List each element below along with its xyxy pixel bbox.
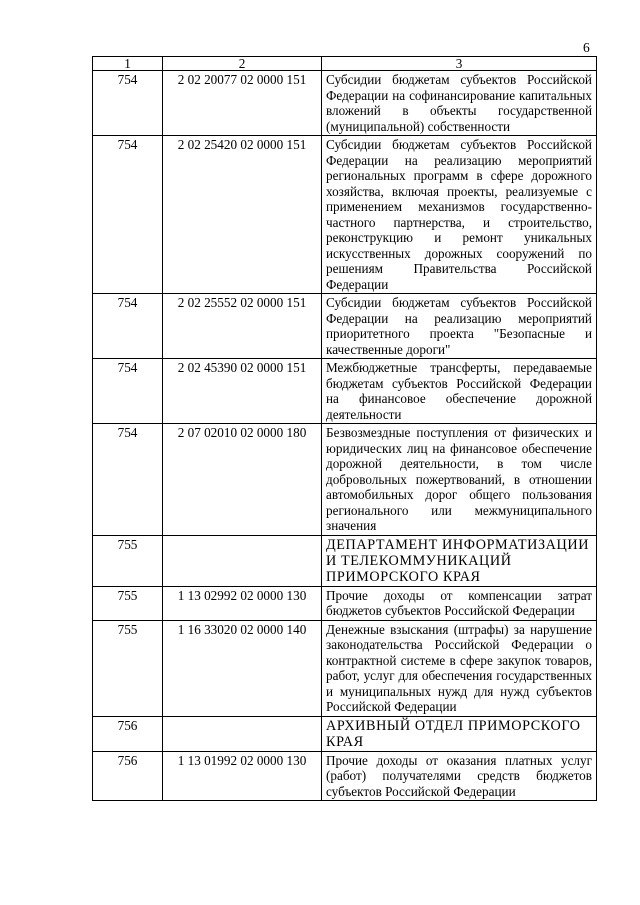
admin-code-cell: 754 [93, 136, 163, 294]
table-row [93, 620, 597, 716]
admin-code-cell: 754 [93, 71, 163, 136]
revenue-name-cell: Денежные взыскания (штрафы) за нарушение законодательства Российской Федерации о контрактной системе в сфере закупок товаров, работ, услуг для обеспечения государственных и муниципальных нужд для нужд субъектов Российской Федерации [322, 620, 597, 716]
department-title: ДЕПАРТАМЕНТ ИНФОРМАТИЗАЦИИ И ТЕЛЕКОММУНИКАЦИЙ ПРИМОРСКОГО КРАЯ [322, 535, 597, 586]
revenue-name-cell: Субсидии бюджетам субъектов Российской Федерации на софинансирование капитальных вложений в объекты государственной (муниципальной) собственности [322, 71, 597, 136]
admin-code-cell: 756 [93, 716, 163, 751]
revenue-code-cell: 2 02 20077 02 0000 151 [163, 71, 322, 136]
admin-code-cell: 756 [93, 751, 163, 801]
table-row [93, 359, 597, 424]
table-row [93, 751, 597, 801]
column-header-3: 3 [322, 57, 597, 71]
admin-code-cell: 755 [93, 620, 163, 716]
section-header-row [93, 535, 597, 586]
revenue-code-cell: 1 13 01992 02 0000 130 [163, 751, 322, 801]
section-header-row [93, 716, 597, 751]
revenue-name-cell: Субсидии бюджетам субъектов Российской Федерации на реализацию мероприятий приоритетного проекта "Безопасные и качественные дороги" [322, 294, 597, 359]
table-row [93, 136, 597, 294]
column-header-1: 1 [93, 57, 163, 71]
revenue-name-cell: Прочие доходы от компенсации затрат бюджетов субъектов Российской Федерации [322, 586, 597, 620]
revenue-name-cell: Субсидии бюджетам субъектов Российской Федерации на реализацию мероприятий региональных программ в сфере дорожного хозяйства, включая проекты, реализуемые с применением механизмов государственно-частного партнерства, и строительство, реконструкцию и ремонт уникальных искусственных дорожных сооружений по решениям Правительства Российской Федерации [322, 136, 597, 294]
table-row [93, 294, 597, 359]
table-row [93, 424, 597, 536]
admin-code-cell: 754 [93, 424, 163, 536]
revenue-code-cell: 2 02 25420 02 0000 151 [163, 136, 322, 294]
column-header-2: 2 [163, 57, 322, 71]
admin-code-cell: 755 [93, 535, 163, 586]
revenue-code-cell [163, 535, 322, 586]
admin-code-cell: 754 [93, 294, 163, 359]
revenue-name-cell: Безвозмездные поступления от физических и юридических лиц на финансовое обеспечение дорожной деятельности, в том числе добровольных пожертвований, в отношении автомобильных дорог общего пользования регионального или межмуниципального значения [322, 424, 597, 536]
department-title: АРХИВНЫЙ ОТДЕЛ ПРИМОРСКОГО КРАЯ [322, 716, 597, 751]
revenue-code-cell: 2 02 45390 02 0000 151 [163, 359, 322, 424]
table-header-row [93, 57, 597, 71]
page-number: 6 [583, 40, 590, 55]
revenue-codes-table [92, 56, 597, 801]
table-row [93, 71, 597, 136]
revenue-code-cell: 1 13 02992 02 0000 130 [163, 586, 322, 620]
table-row [93, 586, 597, 620]
revenue-code-cell: 2 07 02010 02 0000 180 [163, 424, 322, 536]
revenue-name-cell: Прочие доходы от оказания платных услуг (работ) получателями средств бюджетов субъектов Российской Федерации [322, 751, 597, 801]
revenue-code-cell: 2 02 25552 02 0000 151 [163, 294, 322, 359]
admin-code-cell: 754 [93, 359, 163, 424]
revenue-code-cell: 1 16 33020 02 0000 140 [163, 620, 322, 716]
admin-code-cell: 755 [93, 586, 163, 620]
revenue-name-cell: Межбюджетные трансферты, передаваемые бюджетам субъектов Российской Федерации на финансовое обеспечение дорожной деятельности [322, 359, 597, 424]
revenue-code-cell [163, 716, 322, 751]
